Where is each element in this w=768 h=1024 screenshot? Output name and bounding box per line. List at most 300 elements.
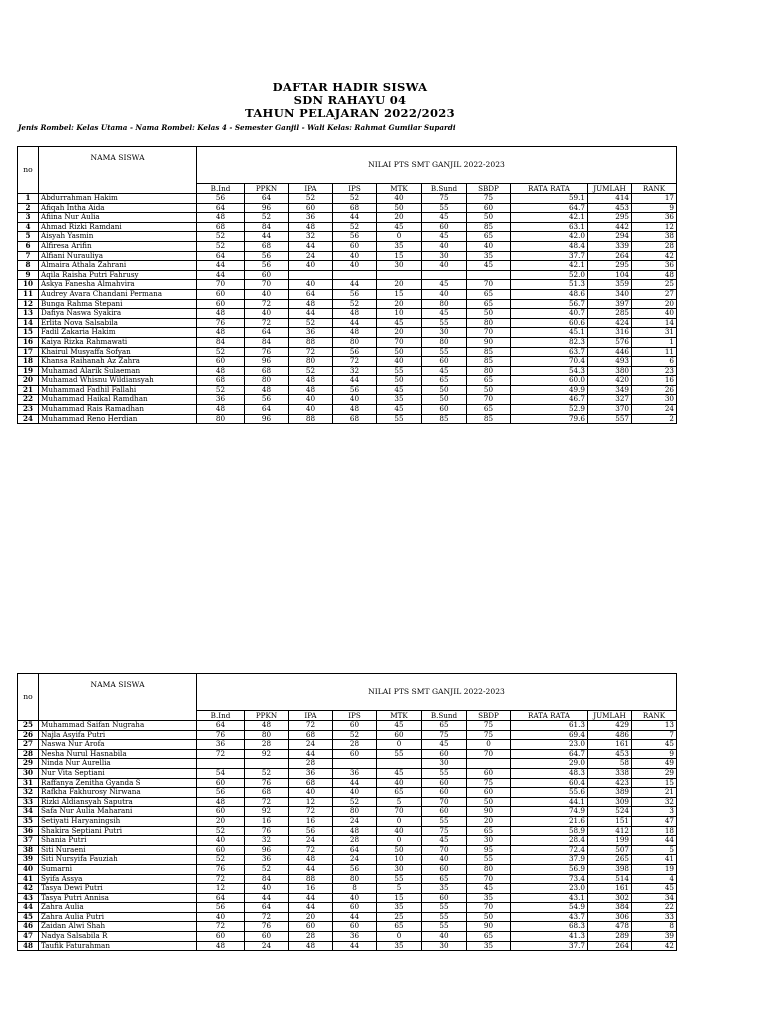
- score-cell: 24: [632, 405, 677, 415]
- score-cell: 92: [245, 807, 289, 817]
- student-name: Dafiya Naswa Syakira: [39, 309, 197, 319]
- score-cell: 44: [289, 309, 333, 319]
- row-number: 44: [18, 903, 39, 913]
- score-cell: 32: [289, 232, 333, 242]
- score-cell: 58: [588, 759, 632, 769]
- subject-header: IPS: [333, 184, 377, 194]
- score-cell: 27: [632, 289, 677, 299]
- row-number: 11: [18, 289, 39, 299]
- score-cell: [467, 759, 511, 769]
- score-cell: 85: [467, 414, 511, 424]
- score-cell: 72: [245, 912, 289, 922]
- score-cell: 8: [632, 922, 677, 932]
- score-cell: 30: [422, 328, 467, 338]
- score-cell: 56: [333, 289, 377, 299]
- score-cell: 48: [197, 213, 245, 223]
- score-cell: 40: [377, 194, 422, 204]
- score-cell: 75: [467, 194, 511, 204]
- score-cell: 295: [588, 213, 632, 223]
- score-cell: 50: [467, 912, 511, 922]
- score-cell: 43.7: [511, 912, 588, 922]
- score-cell: 60: [197, 299, 245, 309]
- title-line-3: TAHUN PELAJARAN 2022/2023: [245, 106, 455, 120]
- score-cell: 75: [467, 721, 511, 731]
- score-cell: 80: [422, 299, 467, 309]
- score-cell: 55: [377, 366, 422, 376]
- score-cell: 45: [377, 385, 422, 395]
- score-cell: 52: [245, 213, 289, 223]
- score-cell: 48: [197, 797, 245, 807]
- score-cell: 55: [467, 855, 511, 865]
- header-student-name: NAMA SISWA: [39, 674, 197, 721]
- score-cell: 37.7: [511, 251, 588, 261]
- score-cell: 40: [245, 289, 289, 299]
- score-cell: 32: [632, 797, 677, 807]
- score-cell: 80: [333, 807, 377, 817]
- score-cell: 80: [333, 337, 377, 347]
- score-cell: 90: [467, 337, 511, 347]
- score-cell: 64: [197, 721, 245, 731]
- score-cell: 36: [289, 328, 333, 338]
- score-cell: 45: [422, 213, 467, 223]
- student-name: Muhammad Saifan Nugraha: [39, 721, 197, 731]
- score-cell: 88: [289, 414, 333, 424]
- score-cell: 52: [333, 730, 377, 740]
- row-number: 39: [18, 855, 39, 865]
- score-cell: 0: [377, 932, 422, 942]
- score-cell: 289: [588, 932, 632, 942]
- score-cell: 10: [377, 855, 422, 865]
- score-cell: 44: [289, 241, 333, 251]
- student-name: Aisyah Yasmin: [39, 232, 197, 242]
- score-cell: 64: [245, 194, 289, 204]
- student-row: [18, 922, 677, 932]
- score-cell: 80: [197, 414, 245, 424]
- score-cell: 48.3: [511, 768, 588, 778]
- score-cell: 48: [197, 366, 245, 376]
- score-cell: 7: [632, 730, 677, 740]
- score-cell: 45: [467, 261, 511, 271]
- student-row: [18, 816, 677, 826]
- row-number: 19: [18, 366, 39, 376]
- score-cell: 48: [245, 385, 289, 395]
- score-cell: 56: [197, 903, 245, 913]
- score-cell: 35: [467, 941, 511, 951]
- score-cell: 73.4: [511, 874, 588, 884]
- title-line-2: SDN RAHAYU 04: [293, 93, 407, 107]
- score-cell: 64.7: [511, 203, 588, 213]
- student-name: Rafkha Fakhurosy Nirwana: [39, 788, 197, 798]
- row-number: 6: [18, 241, 39, 251]
- student-name: Kaiya Rizka Rahmawati: [39, 337, 197, 347]
- score-cell: 412: [588, 826, 632, 836]
- score-cell: 48: [245, 721, 289, 731]
- header-score-group: NILAI PTS SMT GANJIL 2022-2023: [197, 147, 677, 184]
- score-cell: 52.0: [511, 270, 588, 280]
- score-cell: 34: [632, 893, 677, 903]
- score-cell: 199: [588, 836, 632, 846]
- score-cell: 56: [245, 261, 289, 271]
- score-cell: 44: [333, 376, 377, 386]
- student-row: [18, 864, 677, 874]
- score-cell: 30: [422, 941, 467, 951]
- row-number: 38: [18, 845, 39, 855]
- score-cell: 48: [197, 941, 245, 951]
- score-cell: 75: [422, 826, 467, 836]
- score-cell: 45: [377, 768, 422, 778]
- score-cell: 48: [289, 941, 333, 951]
- score-cell: 36: [632, 213, 677, 223]
- score-cell: 85: [422, 414, 467, 424]
- score-cell: 76: [245, 922, 289, 932]
- score-cell: 60: [333, 721, 377, 731]
- score-cell: 24: [245, 941, 289, 951]
- score-cell: 104: [588, 270, 632, 280]
- score-cell: 25: [377, 912, 422, 922]
- score-cell: 51.3: [511, 280, 588, 290]
- score-cell: 79.6: [511, 414, 588, 424]
- score-cell: 61.3: [511, 721, 588, 731]
- score-cell: 69.4: [511, 730, 588, 740]
- score-cell: 48: [333, 328, 377, 338]
- score-cell: 40: [422, 932, 467, 942]
- score-cell: 21.6: [511, 816, 588, 826]
- row-number: 35: [18, 816, 39, 826]
- grades-table-1-body: [18, 147, 677, 424]
- score-cell: 453: [588, 749, 632, 759]
- score-cell: 359: [588, 280, 632, 290]
- score-cell: 384: [588, 903, 632, 913]
- student-name: Ahmad Rizki Ramdani: [39, 222, 197, 232]
- score-cell: 36: [632, 261, 677, 271]
- score-cell: 446: [588, 347, 632, 357]
- score-cell: 20: [377, 328, 422, 338]
- score-cell: 60: [467, 788, 511, 798]
- row-number: 31: [18, 778, 39, 788]
- subject-header: IPA: [289, 711, 333, 721]
- score-cell: 40: [377, 826, 422, 836]
- student-row: [18, 241, 677, 251]
- score-cell: 36: [245, 855, 289, 865]
- score-cell: 26: [632, 385, 677, 395]
- score-cell: 23.0: [511, 740, 588, 750]
- student-name: Zahra Aulia: [39, 903, 197, 913]
- score-cell: 43.1: [511, 893, 588, 903]
- row-number: 47: [18, 932, 39, 942]
- score-cell: 24: [289, 836, 333, 846]
- score-cell: [377, 759, 422, 769]
- score-cell: 0: [377, 836, 422, 846]
- score-cell: 60: [377, 730, 422, 740]
- score-cell: 5: [632, 845, 677, 855]
- score-cell: 48.4: [511, 241, 588, 251]
- student-name: Afiina Nur Aulia: [39, 213, 197, 223]
- score-cell: 68: [289, 778, 333, 788]
- score-cell: 44: [333, 778, 377, 788]
- score-cell: 54.3: [511, 366, 588, 376]
- student-row: [18, 414, 677, 424]
- score-cell: 56: [197, 194, 245, 204]
- score-cell: 151: [588, 816, 632, 826]
- student-name: Fadil Zakaria Hakim: [39, 328, 197, 338]
- row-number: 21: [18, 385, 39, 395]
- student-name: Shakira Septiani Putri: [39, 826, 197, 836]
- student-row: [18, 893, 677, 903]
- student-row: [18, 318, 677, 328]
- score-cell: 64: [245, 405, 289, 415]
- score-cell: 65: [377, 788, 422, 798]
- header-row: [18, 147, 677, 184]
- score-cell: 429: [588, 721, 632, 731]
- score-cell: 60: [467, 768, 511, 778]
- student-row: [18, 289, 677, 299]
- score-cell: 60: [197, 845, 245, 855]
- score-cell: 40: [467, 241, 511, 251]
- score-cell: 60: [467, 203, 511, 213]
- score-cell: 52: [245, 768, 289, 778]
- row-number: 33: [18, 797, 39, 807]
- score-cell: 50: [377, 203, 422, 213]
- score-cell: [467, 270, 511, 280]
- subject-header: JUMLAH: [588, 184, 632, 194]
- score-cell: 70: [467, 280, 511, 290]
- score-cell: 60: [422, 778, 467, 788]
- student-name: Safa Nur Aulia Maharani: [39, 807, 197, 817]
- score-cell: 40: [377, 778, 422, 788]
- student-row: [18, 357, 677, 367]
- score-cell: 40: [289, 405, 333, 415]
- score-cell: 21: [632, 788, 677, 798]
- score-cell: 45: [422, 740, 467, 750]
- score-cell: 60.0: [511, 376, 588, 386]
- score-cell: 370: [588, 405, 632, 415]
- student-name: Siti Nursyifa Fauziah: [39, 855, 197, 865]
- score-cell: 45: [422, 309, 467, 319]
- score-cell: 40: [422, 241, 467, 251]
- score-cell: 48: [333, 309, 377, 319]
- row-number: 46: [18, 922, 39, 932]
- score-cell: 50: [467, 797, 511, 807]
- score-cell: 52: [197, 232, 245, 242]
- score-cell: 65: [467, 405, 511, 415]
- score-cell: 52: [289, 366, 333, 376]
- score-cell: 60.4: [511, 778, 588, 788]
- row-number: 45: [18, 912, 39, 922]
- score-cell: 44: [333, 280, 377, 290]
- score-cell: 349: [588, 385, 632, 395]
- score-cell: 56: [289, 826, 333, 836]
- score-cell: 68: [333, 203, 377, 213]
- score-cell: 68: [197, 376, 245, 386]
- subject-header: SBDP: [467, 711, 511, 721]
- score-cell: 14: [632, 318, 677, 328]
- score-cell: 55: [377, 749, 422, 759]
- score-cell: 55: [377, 414, 422, 424]
- score-cell: 40: [289, 280, 333, 290]
- score-cell: 380: [588, 366, 632, 376]
- score-cell: 70: [467, 903, 511, 913]
- score-cell: 55: [422, 912, 467, 922]
- score-cell: 48: [289, 376, 333, 386]
- student-row: [18, 941, 677, 951]
- score-cell: 0: [377, 816, 422, 826]
- row-number: 22: [18, 395, 39, 405]
- score-cell: 52: [197, 347, 245, 357]
- score-cell: 44: [289, 903, 333, 913]
- score-cell: 63.7: [511, 347, 588, 357]
- score-cell: 48: [197, 328, 245, 338]
- score-cell: 54.9: [511, 903, 588, 913]
- subject-header: PPKN: [245, 711, 289, 721]
- row-number: 15: [18, 328, 39, 338]
- student-name: Alfiani Nurauliya: [39, 251, 197, 261]
- score-cell: 55: [422, 768, 467, 778]
- score-cell: 28.4: [511, 836, 588, 846]
- subject-header: PPKN: [245, 184, 289, 194]
- row-number: 43: [18, 893, 39, 903]
- score-cell: 60: [197, 932, 245, 942]
- row-number: 3: [18, 213, 39, 223]
- score-cell: 52: [333, 797, 377, 807]
- score-cell: 70: [467, 395, 511, 405]
- grades-table-1: [17, 146, 677, 424]
- student-name: Tasya Putri Annisa: [39, 893, 197, 903]
- score-cell: 44: [333, 912, 377, 922]
- score-cell: 52: [197, 241, 245, 251]
- row-number: 30: [18, 768, 39, 778]
- score-cell: 80: [289, 357, 333, 367]
- score-cell: 20: [377, 299, 422, 309]
- score-cell: 264: [588, 251, 632, 261]
- score-cell: 294: [588, 232, 632, 242]
- score-cell: 40: [333, 893, 377, 903]
- score-cell: 35: [377, 395, 422, 405]
- student-name: Zaidan Alwi Shah: [39, 922, 197, 932]
- score-cell: 52: [197, 826, 245, 836]
- score-cell: 60: [333, 922, 377, 932]
- score-cell: 12: [289, 797, 333, 807]
- score-cell: 64: [289, 289, 333, 299]
- student-row: [18, 836, 677, 846]
- score-cell: 16: [289, 816, 333, 826]
- score-cell: 64: [197, 203, 245, 213]
- score-cell: 40: [333, 788, 377, 798]
- score-cell: 76: [245, 778, 289, 788]
- score-cell: 40: [377, 357, 422, 367]
- score-cell: 12: [197, 884, 245, 894]
- score-cell: 60: [422, 807, 467, 817]
- header-no: no: [18, 674, 39, 721]
- row-number: 1: [18, 194, 39, 204]
- row-number: 20: [18, 376, 39, 386]
- student-name: Muhammad Reno Herdian: [39, 414, 197, 424]
- student-row: [18, 385, 677, 395]
- score-cell: 96: [245, 845, 289, 855]
- score-cell: 72: [333, 357, 377, 367]
- score-cell: 12: [632, 222, 677, 232]
- score-cell: 514: [588, 874, 632, 884]
- score-cell: 265: [588, 855, 632, 865]
- score-cell: 35: [377, 241, 422, 251]
- score-cell: 64: [245, 903, 289, 913]
- score-cell: 48: [333, 405, 377, 415]
- score-cell: 493: [588, 357, 632, 367]
- student-name: Afiqah Intha Aida: [39, 203, 197, 213]
- student-row: [18, 299, 677, 309]
- score-cell: 36: [289, 768, 333, 778]
- score-cell: 72: [289, 347, 333, 357]
- row-number: 5: [18, 232, 39, 242]
- score-cell: 19: [632, 864, 677, 874]
- score-cell: 58.9: [511, 826, 588, 836]
- student-row: [18, 337, 677, 347]
- score-cell: 70: [467, 749, 511, 759]
- student-name: Bunga Rahma Stepani: [39, 299, 197, 309]
- score-cell: 60: [197, 289, 245, 299]
- score-cell: 84: [245, 337, 289, 347]
- score-cell: 44: [289, 864, 333, 874]
- score-cell: 45: [377, 318, 422, 328]
- score-cell: 60.6: [511, 318, 588, 328]
- score-cell: 80: [245, 376, 289, 386]
- score-cell: 45: [422, 232, 467, 242]
- score-cell: 264: [588, 941, 632, 951]
- student-row: [18, 213, 677, 223]
- student-name: Erlita Nova Salsabila: [39, 318, 197, 328]
- score-cell: 52: [197, 385, 245, 395]
- title-line-1: DAFTAR HADIR SISWA: [272, 80, 428, 94]
- score-cell: 68: [197, 222, 245, 232]
- score-cell: 23.0: [511, 884, 588, 894]
- score-cell: 56: [245, 395, 289, 405]
- score-cell: 48: [289, 299, 333, 309]
- student-name: Aqila Raisha Putri Fahrusy: [39, 270, 197, 280]
- score-cell: 65: [467, 376, 511, 386]
- score-cell: 35: [377, 903, 422, 913]
- student-name: Audrey Avara Chandani Permana: [39, 289, 197, 299]
- score-cell: 397: [588, 299, 632, 309]
- score-cell: 60: [197, 357, 245, 367]
- score-cell: 60: [197, 807, 245, 817]
- score-cell: 70: [422, 797, 467, 807]
- score-cell: 65: [467, 232, 511, 242]
- student-row: [18, 280, 677, 290]
- row-number: 9: [18, 270, 39, 280]
- student-row: [18, 405, 677, 415]
- student-name: Raffanya Zenitha Gyanda S: [39, 778, 197, 788]
- row-number: 18: [18, 357, 39, 367]
- score-cell: 80: [467, 366, 511, 376]
- score-cell: 48.6: [511, 289, 588, 299]
- row-number: 27: [18, 740, 39, 750]
- student-row: [18, 749, 677, 759]
- score-cell: 70: [467, 874, 511, 884]
- score-cell: 90: [467, 922, 511, 932]
- score-cell: 42: [632, 251, 677, 261]
- score-cell: 84: [197, 337, 245, 347]
- score-cell: 28: [289, 759, 333, 769]
- student-name: Muhammad Rais Ramadhan: [39, 405, 197, 415]
- header-no: no: [18, 147, 39, 194]
- score-cell: 88: [289, 874, 333, 884]
- row-number: 14: [18, 318, 39, 328]
- row-number: 16: [18, 337, 39, 347]
- row-number: 37: [18, 836, 39, 846]
- score-cell: 49.9: [511, 385, 588, 395]
- score-cell: 63.1: [511, 222, 588, 232]
- score-cell: 84: [245, 222, 289, 232]
- score-cell: 35: [377, 941, 422, 951]
